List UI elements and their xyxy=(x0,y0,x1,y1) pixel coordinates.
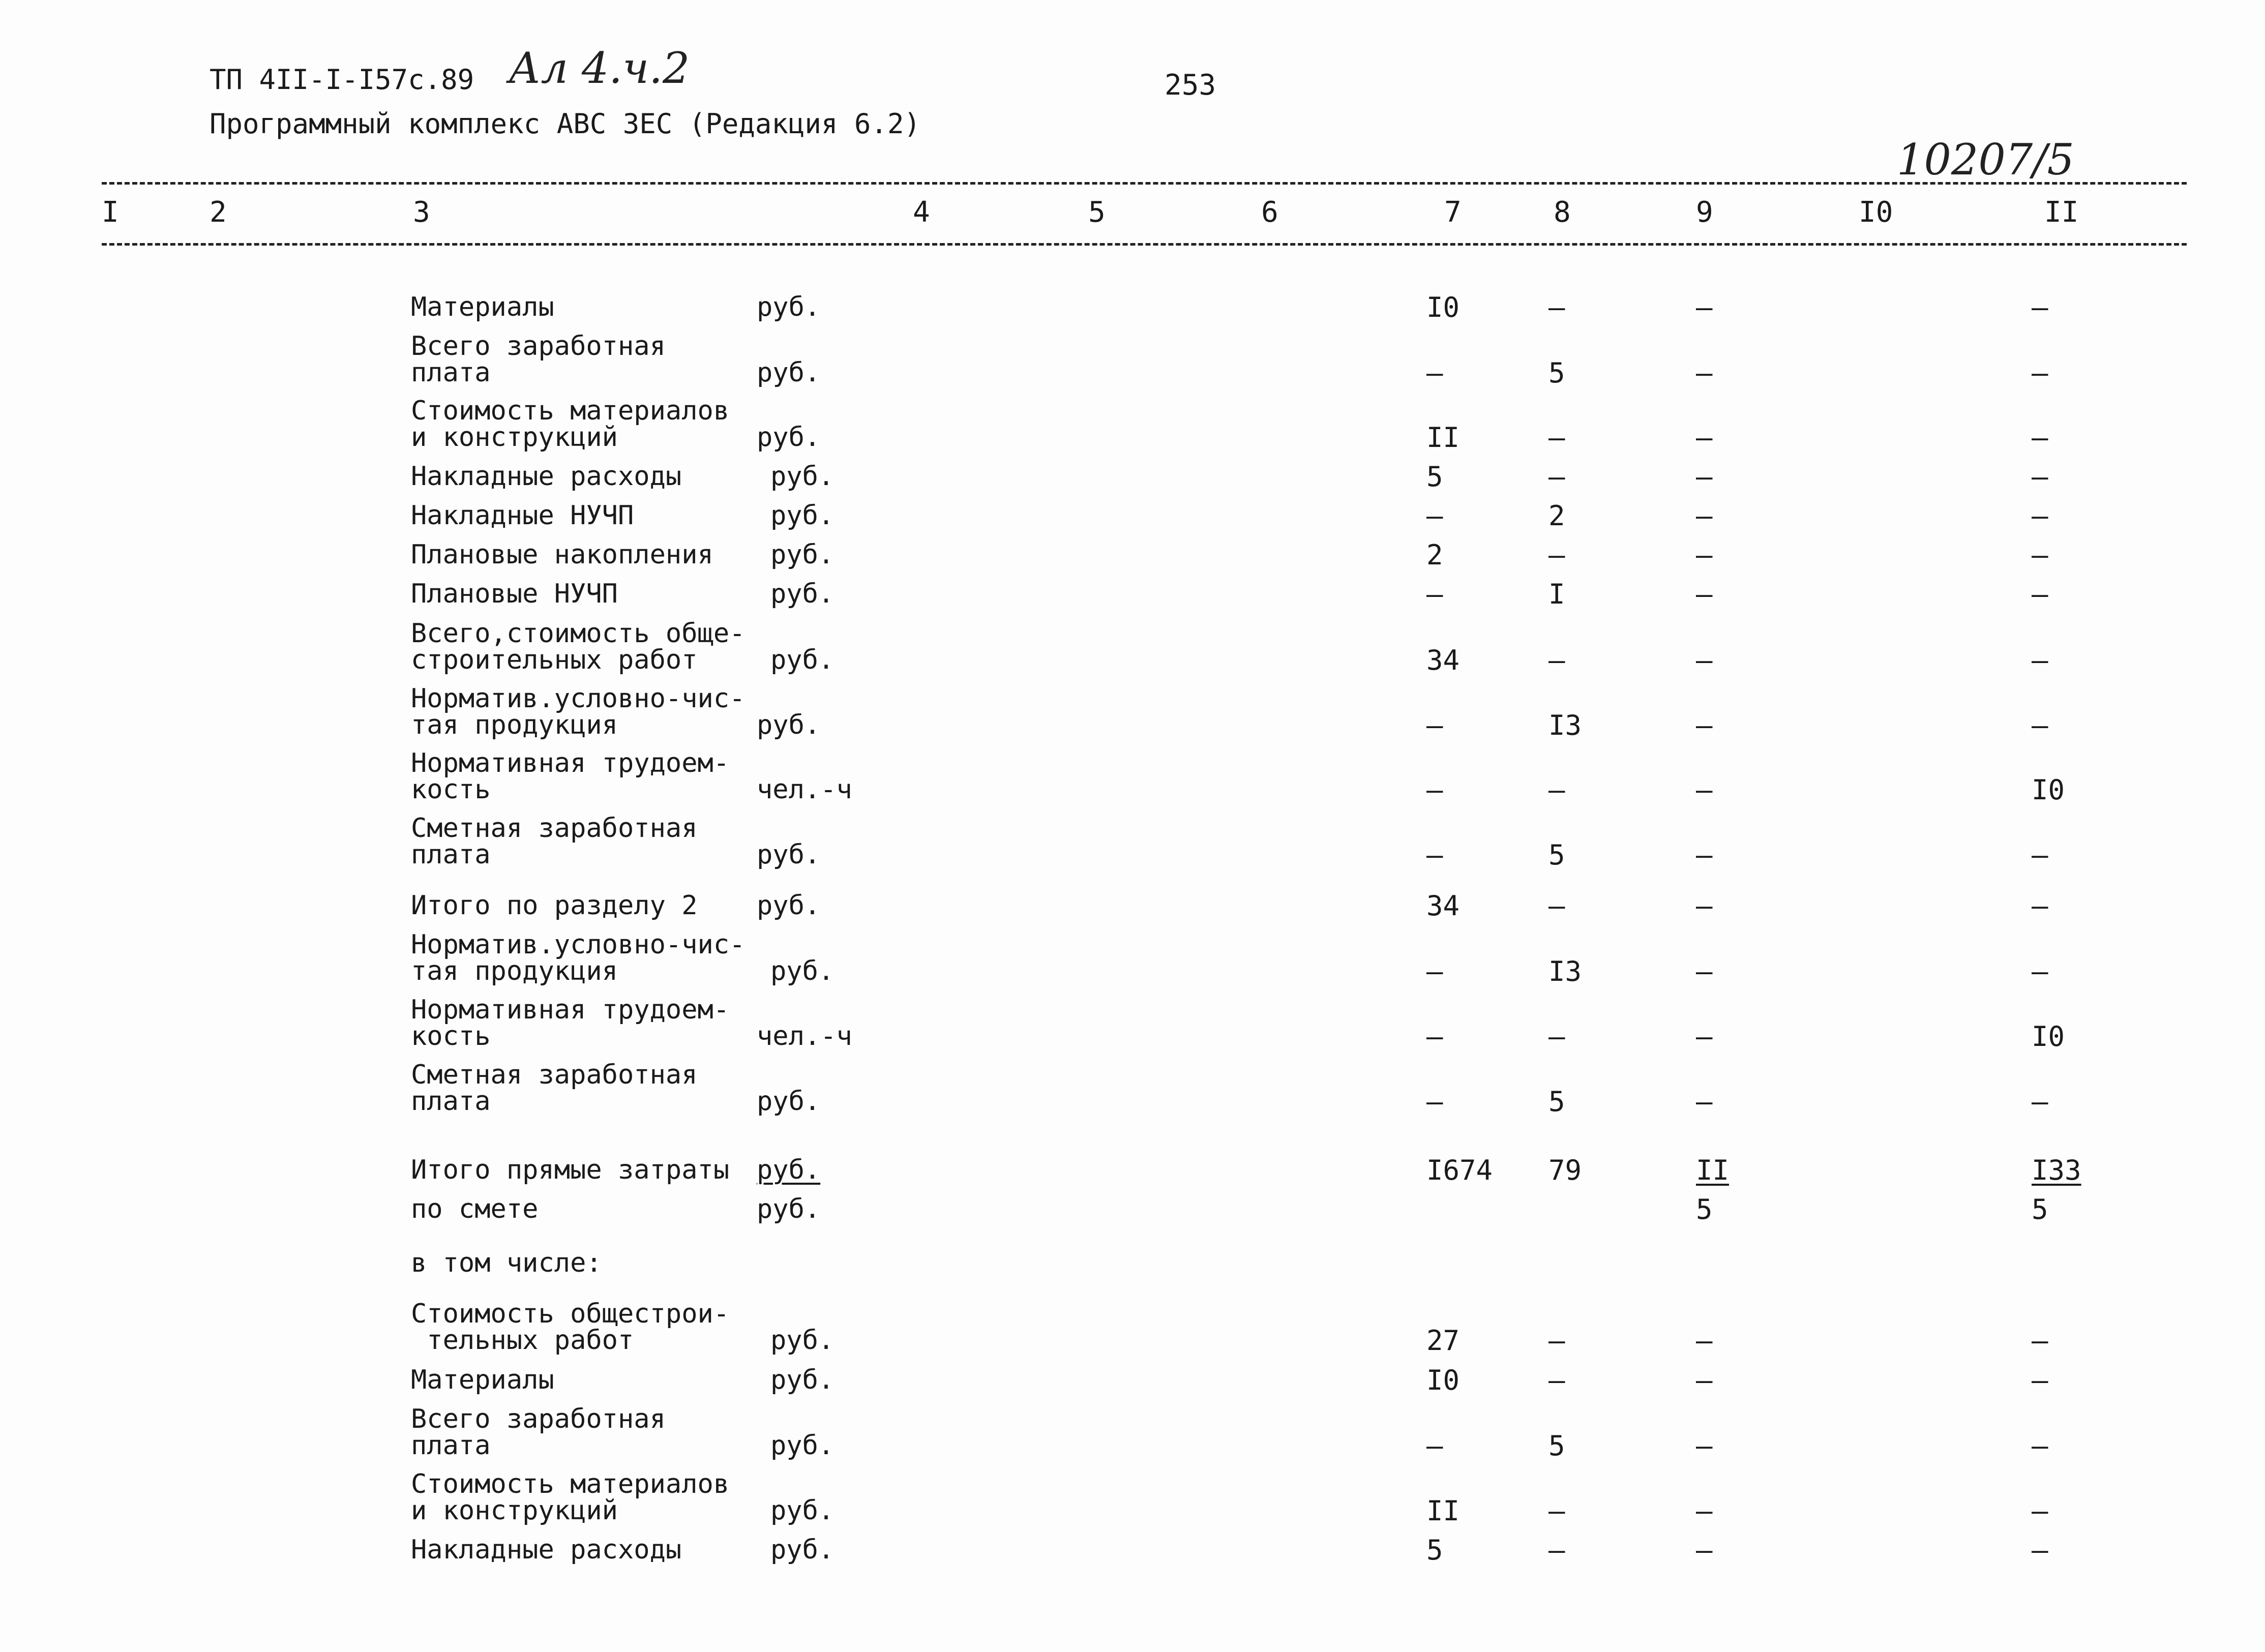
row-unit: чел.-ч xyxy=(757,774,852,805)
col8-value: 5 xyxy=(1548,1086,1565,1118)
row-unit: руб. xyxy=(757,1155,821,1185)
col-number-5: 5 xyxy=(1088,196,1106,229)
col8-value: – xyxy=(1548,291,1565,323)
col8-value: 79 xyxy=(1548,1154,1582,1186)
col8-value: – xyxy=(1548,890,1565,922)
col11-value: – xyxy=(2032,1430,2048,1462)
col11-value: – xyxy=(2032,539,2048,571)
row-unit: руб. xyxy=(770,645,835,675)
col7-value: – xyxy=(1426,1020,1443,1053)
col-number-11: II xyxy=(2044,196,2079,229)
col7-value: – xyxy=(1426,839,1443,871)
col11-value: – xyxy=(2032,955,2048,987)
col7-value: 34 xyxy=(1426,644,1460,676)
row-label: Плановые НУЧП xyxy=(411,579,618,609)
row-label: Стоимость материалов и конструкций xyxy=(411,1469,730,1526)
col7-value: – xyxy=(1426,1430,1443,1462)
col8-value: – xyxy=(1548,1364,1565,1396)
col8-value: – xyxy=(1548,1495,1565,1527)
row-label: Накладные расходы xyxy=(411,1535,682,1565)
row-label: по смете xyxy=(411,1194,539,1224)
row-unit: руб. xyxy=(757,357,821,388)
col7-value: 27 xyxy=(1426,1325,1460,1357)
header-dashed-rule xyxy=(102,243,2187,246)
col11-value: – xyxy=(2032,890,2048,922)
row-unit: руб. xyxy=(770,579,835,609)
col7-value: 2 xyxy=(1426,539,1443,571)
col11-value: – xyxy=(2032,461,2048,493)
col7-value: – xyxy=(1426,500,1443,532)
col9-value: – xyxy=(1696,1534,1713,1566)
document-subtitle: Программный комплекс АВС ЗЕС (Редакция 6.2) xyxy=(210,108,920,140)
col9-value: – xyxy=(1696,709,1713,741)
col-number-4: 4 xyxy=(913,196,930,229)
row-label: Стоимость материалов и конструкций xyxy=(411,396,730,453)
col9-value: – xyxy=(1696,1020,1713,1053)
col9-value: – xyxy=(1696,1430,1713,1462)
row-unit: руб. xyxy=(770,1325,835,1356)
row-label: Плановые накопления xyxy=(411,539,713,570)
col8-value: 5 xyxy=(1548,1430,1565,1462)
row-unit: руб. xyxy=(770,539,835,570)
col8-value: – xyxy=(1548,1020,1565,1053)
row-unit: руб. xyxy=(770,461,835,492)
row-label: Норматив.условно-чис- тая продукция xyxy=(411,683,746,740)
col11-value: – xyxy=(2032,291,2048,323)
col7-value: 5 xyxy=(1426,1534,1443,1566)
row-unit: руб. xyxy=(757,710,821,740)
col-number-7: 7 xyxy=(1444,196,1462,229)
col11-value: I0 xyxy=(2032,1020,2065,1053)
col8-value: – xyxy=(1548,1325,1565,1357)
page-number: 253 xyxy=(1165,69,1216,102)
row-label: Материалы xyxy=(411,292,554,322)
col11-value: 5 xyxy=(2032,1193,2048,1225)
row-label: Итого прямые затраты xyxy=(411,1155,730,1185)
col9-value: – xyxy=(1696,357,1713,389)
col7-value: – xyxy=(1426,357,1443,389)
col11-value: – xyxy=(2032,1534,2048,1566)
row-label: Всего,стоимость обще- строительных работ xyxy=(411,618,746,675)
col11-value: – xyxy=(2032,422,2048,454)
document-code: ТП 4II-I-I57с.89 xyxy=(210,64,474,96)
row-unit: руб. xyxy=(770,500,835,531)
row-label: в том числе: xyxy=(411,1248,602,1278)
col7-value: II xyxy=(1426,422,1460,454)
col11-value: – xyxy=(2032,357,2048,389)
col7-value: 34 xyxy=(1426,890,1460,922)
col9-value: – xyxy=(1696,422,1713,454)
row-unit: руб. xyxy=(757,1086,821,1117)
col-number-8: 8 xyxy=(1554,196,1571,229)
row-label: Нормативная трудоем- кость xyxy=(411,748,730,805)
col-number-1: I xyxy=(102,196,119,229)
col9-value: – xyxy=(1696,1495,1713,1527)
col7-value: – xyxy=(1426,578,1443,610)
col8-value: – xyxy=(1548,1534,1565,1566)
col7-value: – xyxy=(1426,1086,1443,1118)
col9-value: – xyxy=(1696,578,1713,610)
row-label: Накладные расходы xyxy=(411,461,682,492)
row-unit: руб. xyxy=(770,1535,835,1565)
top-dashed-rule xyxy=(102,182,2187,185)
col9-value: – xyxy=(1696,890,1713,922)
row-unit: руб. xyxy=(770,956,835,986)
col8-value: 2 xyxy=(1548,500,1565,532)
row-label: Нормативная трудоем- кость xyxy=(411,995,730,1052)
col9-value: – xyxy=(1696,955,1713,987)
col9-value: 5 xyxy=(1696,1193,1713,1225)
row-unit: руб. xyxy=(757,890,821,921)
row-unit: руб. xyxy=(757,1194,821,1224)
row-unit: руб. xyxy=(757,839,821,870)
row-label: Сметная заработная плата xyxy=(411,813,698,870)
col8-value: I xyxy=(1548,578,1565,610)
col11-value: – xyxy=(2032,644,2048,676)
col9-value: – xyxy=(1696,839,1713,871)
col9-value: – xyxy=(1696,291,1713,323)
col11-value: – xyxy=(2032,1364,2048,1396)
handwritten-note: Ал 4.ч.2 xyxy=(509,43,690,93)
col11-value: – xyxy=(2032,1325,2048,1357)
col11-value: – xyxy=(2032,1086,2048,1118)
col8-value: – xyxy=(1548,461,1565,493)
col7-value: I674 xyxy=(1426,1154,1493,1186)
row-unit: руб. xyxy=(770,1430,835,1461)
col7-value: I0 xyxy=(1426,1364,1460,1396)
col8-value: I3 xyxy=(1548,709,1582,741)
row-unit: руб. xyxy=(757,422,821,453)
row-label: Итого по разделу 2 xyxy=(411,890,698,921)
col-number-3: 3 xyxy=(413,196,430,229)
row-unit: чел.-ч xyxy=(757,1021,852,1052)
col8-value: I3 xyxy=(1548,955,1582,987)
col7-value: II xyxy=(1426,1495,1460,1527)
col9-value: – xyxy=(1696,774,1713,806)
col9-value: II xyxy=(1696,1154,1730,1186)
col8-value: – xyxy=(1548,774,1565,806)
col9-value: – xyxy=(1696,461,1713,493)
col-number-9: 9 xyxy=(1696,196,1713,229)
row-label: Сметная заработная плата xyxy=(411,1060,698,1117)
col-number-2: 2 xyxy=(210,196,227,229)
col11-value: – xyxy=(2032,709,2048,741)
col-number-6: 6 xyxy=(1261,196,1278,229)
col7-value: 5 xyxy=(1426,461,1443,493)
col9-value: – xyxy=(1696,539,1713,571)
col9-value: – xyxy=(1696,644,1713,676)
col11-value: – xyxy=(2032,578,2048,610)
col9-value: – xyxy=(1696,500,1713,532)
handwritten-code: 10207/5 xyxy=(1897,135,2074,185)
col8-value: – xyxy=(1548,644,1565,676)
col7-value: I0 xyxy=(1426,291,1460,323)
row-label: Норматив.условно-чис- тая продукция xyxy=(411,929,746,986)
row-label: Материалы xyxy=(411,1365,554,1395)
col8-value: 5 xyxy=(1548,357,1565,389)
col9-value: – xyxy=(1696,1086,1713,1118)
col9-value: – xyxy=(1696,1364,1713,1396)
col8-value: – xyxy=(1548,422,1565,454)
row-label: Всего заработная плата xyxy=(411,1404,666,1461)
col-number-10: I0 xyxy=(1859,196,1893,229)
row-unit: руб. xyxy=(770,1365,835,1395)
col7-value: – xyxy=(1426,955,1443,987)
row-label: Стоимость общестрои- тельных работ xyxy=(411,1299,730,1356)
row-label: Накладные НУЧП xyxy=(411,500,634,531)
row-label: Всего заработная плата xyxy=(411,331,666,388)
col11-value: I0 xyxy=(2032,774,2065,806)
col11-value: I33 xyxy=(2032,1154,2081,1186)
col11-value: – xyxy=(2032,1495,2048,1527)
col8-value: – xyxy=(1548,539,1565,571)
col7-value: – xyxy=(1426,774,1443,806)
row-unit: руб. xyxy=(757,292,821,322)
row-unit: руб. xyxy=(770,1495,835,1526)
col11-value: – xyxy=(2032,839,2048,871)
col8-value: 5 xyxy=(1548,839,1565,871)
col9-value: – xyxy=(1696,1325,1713,1357)
col7-value: – xyxy=(1426,709,1443,741)
col11-value: – xyxy=(2032,500,2048,532)
